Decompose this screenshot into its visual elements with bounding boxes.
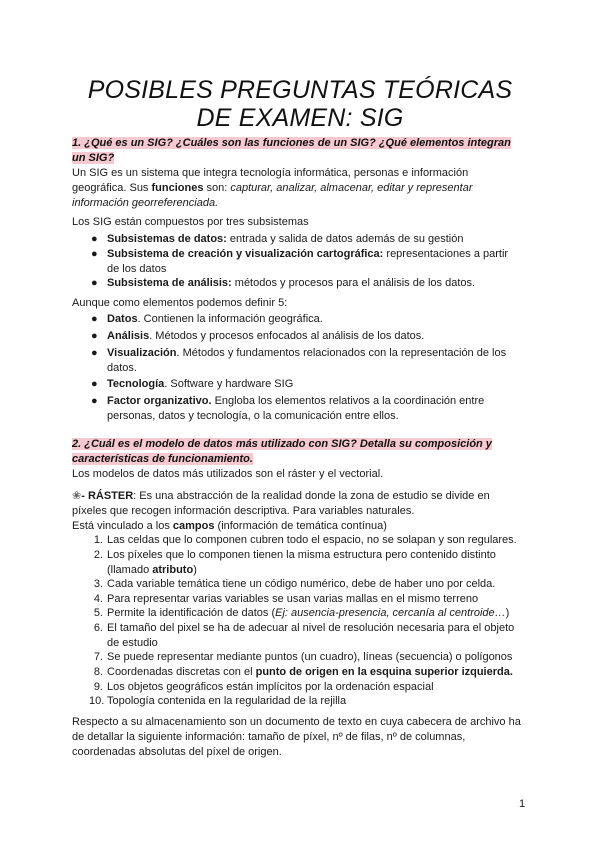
list-number: 6. — [93, 622, 103, 634]
bullet-icon: ● — [91, 395, 98, 407]
q1-definition-line-3: información georreferenciada. — [72, 197, 219, 209]
subsystem-term: Subsistemas de datos: — [107, 233, 227, 245]
flower-icon: ❀ — [72, 490, 82, 502]
question-2-heading-line-2: características de funcionamiento. — [72, 453, 253, 465]
list-text-bold: atributo — [152, 564, 194, 576]
list-text-italic: Ej: ausencia-presencia, cercanía al centroide… — [275, 607, 506, 619]
element-desc: . Contienen la información geográfica. — [137, 313, 323, 325]
list-number: 5. — [93, 607, 103, 619]
q1-definition — [72, 166, 532, 211]
list-text: Los píxeles que lo componen tienen la misma estructura pero contenido distinto — [107, 549, 496, 561]
raster-list-item — [93, 548, 532, 578]
raster-list-item — [93, 650, 532, 665]
element-desc-cont: personas, datos y tecnología, o la comunicación entre ellos. — [107, 410, 399, 422]
page-title-line-1: POSIBLES PREGUNTAS TEÓRICAS — [87, 76, 513, 104]
raster-list-item — [93, 680, 532, 695]
element-item — [91, 312, 532, 327]
list-text-cont: de estudio — [107, 637, 158, 649]
bullet-icon: ● — [91, 233, 98, 245]
list-text: Coordenadas discretas con el — [107, 666, 256, 678]
list-number: 2. — [93, 549, 103, 561]
list-text: Cada variable temática tiene un código numérico, debe de haber uno por celda. — [107, 578, 496, 590]
element-term: Visualización — [107, 347, 177, 359]
question-1-heading-line-1: 1. ¿Qué es un SIG? ¿Cuáles son las funciones de un SIG? ¿Qué elementos integran — [72, 137, 511, 149]
raster-list-item — [93, 533, 532, 548]
list-text-cont: (llamado — [107, 564, 153, 576]
question-1-heading-line-2: un SIG? — [72, 152, 115, 164]
raster-list-item — [93, 606, 532, 621]
element-item — [91, 346, 532, 376]
list-text: Las celdas que lo componen cubren todo el espacio, no se solapan y son regulares. — [107, 534, 517, 546]
bullet-icon: ● — [91, 313, 98, 325]
list-text-bold: punto de origen en la esquina superior izquierda. — [255, 666, 513, 678]
list-text: Topología contenida en la regularidad de la rejilla — [107, 695, 347, 707]
element-desc: . Métodos y fundamentos relacionados con la representación de los — [176, 347, 507, 359]
page-title-line-2: DE EXAMEN: SIG — [196, 104, 404, 132]
bullet-icon: ● — [91, 277, 98, 289]
raster-definition — [72, 489, 532, 534]
raster-linked-c: (información de temática contínua) — [214, 520, 387, 532]
list-number: 4. — [93, 593, 103, 605]
storage-line-2: de detallar la siguiente información: tamaño de píxel, nº de filas, nº de columnas, — [72, 731, 466, 743]
element-desc: . Software y hardware SIG — [164, 378, 294, 390]
element-term: Tecnología — [107, 378, 165, 390]
list-text: El tamaño del pixel se ha de adecuar al nivel de resolución necesaria para el objeto — [107, 622, 515, 634]
list-text-end: ) — [193, 564, 197, 576]
element-item — [91, 394, 532, 424]
subsystem-item — [91, 276, 532, 291]
q1-functions-list: capturar, analizar, almacenar, editar y representar — [230, 182, 473, 194]
subsystem-item — [91, 247, 532, 277]
storage-line-3: coordenadas absolutas del píxel de origen. — [72, 746, 282, 758]
question-2-heading — [72, 437, 528, 467]
raster-definition-line-2: píxeles que recogen información descriptiva. Para variables naturales. — [72, 505, 415, 517]
element-item — [91, 377, 532, 392]
list-number: 10. — [89, 695, 105, 707]
subsystem-desc: entrada y salida de datos además de su gestión — [226, 233, 464, 245]
storage-paragraph — [72, 715, 532, 760]
list-text-end: ) — [505, 607, 510, 619]
list-number: 8. — [93, 666, 103, 678]
element-item — [91, 329, 532, 344]
element-desc-cont: datos. — [107, 362, 137, 374]
raster-linked-a: Está vinculado a los — [72, 520, 173, 532]
bullet-icon: ● — [91, 378, 98, 390]
raster-list-item — [93, 665, 532, 680]
element-desc: Engloba los elementos relativos a la coordinación entre — [211, 395, 485, 407]
raster-label: - RÁSTER — [81, 490, 134, 502]
list-number: 3. — [93, 578, 103, 590]
subsystem-desc-cont: de los datos — [107, 263, 167, 275]
list-text: Los objetos geográficos están implícitos por la ordenación espacial — [107, 681, 434, 693]
subsystem-term: Subsistema de creación y visualización cartográfica: — [107, 248, 384, 260]
q1-definition-line-2c: son: — [203, 182, 231, 194]
element-term: Factor organizativo. — [107, 395, 212, 407]
list-text: Se puede representar mediante puntos (un cuadro), líneas (secuencia) o polígonos — [107, 651, 513, 663]
subsystem-desc: representaciones a partir — [383, 248, 509, 260]
list-text: Para representar varias variables se usan varias mallas en el mismo terreno — [107, 593, 479, 605]
element-term: Datos — [107, 313, 138, 325]
raster-list-item — [93, 577, 532, 592]
raster-list-item — [93, 592, 532, 607]
question-2-heading-line-1: 2. ¿Cuál es el modelo de datos más utilizado con SIG? Detalla su composición y — [72, 438, 492, 450]
q1-definition-line-2a: geográfica. Sus — [72, 182, 152, 194]
q2-intro: Los modelos de datos más utilizados son el ráster y el vectorial. — [72, 468, 384, 480]
page-number: 1 — [519, 798, 526, 810]
storage-line-1: Respecto a su almacenamiento son un documento de texto en cuya cabecera de archivo ha — [72, 716, 521, 728]
subsystem-term: Subsistema de análisis: — [107, 277, 232, 289]
raster-list-item — [89, 694, 532, 709]
subsystem-desc: métodos y procesos para el análisis de los datos. — [231, 277, 476, 289]
list-number: 9. — [93, 681, 103, 693]
q1-definition-line-1: Un SIG es un sistema que integra tecnología informática, personas e información — [72, 167, 469, 179]
bullet-icon: ● — [91, 248, 98, 260]
bullet-icon: ● — [91, 347, 98, 359]
raster-list-item — [93, 621, 532, 651]
list-number: 7. — [93, 651, 103, 663]
question-1-heading — [72, 136, 528, 166]
bullet-icon: ● — [91, 330, 98, 342]
raster-campos-term: campos — [172, 520, 215, 532]
q1-functions-term: funciones — [151, 182, 204, 194]
q1-subsystems-intro: Los SIG están compuestos por tres subsistemas — [72, 216, 309, 228]
list-text: Permite la identificación de datos ( — [107, 607, 276, 619]
raster-definition-line-1: : Es una abstracción de la realidad donde la zona de estudio se divide en — [133, 490, 490, 502]
element-term: Análisis — [107, 330, 150, 342]
element-desc: . Métodos y procesos enfocados al análisis de los datos. — [149, 330, 425, 342]
list-number: 1. — [93, 534, 103, 546]
q1-elements-intro: Aunque como elementos podemos definir 5: — [72, 297, 288, 309]
subsystem-item — [91, 232, 532, 247]
